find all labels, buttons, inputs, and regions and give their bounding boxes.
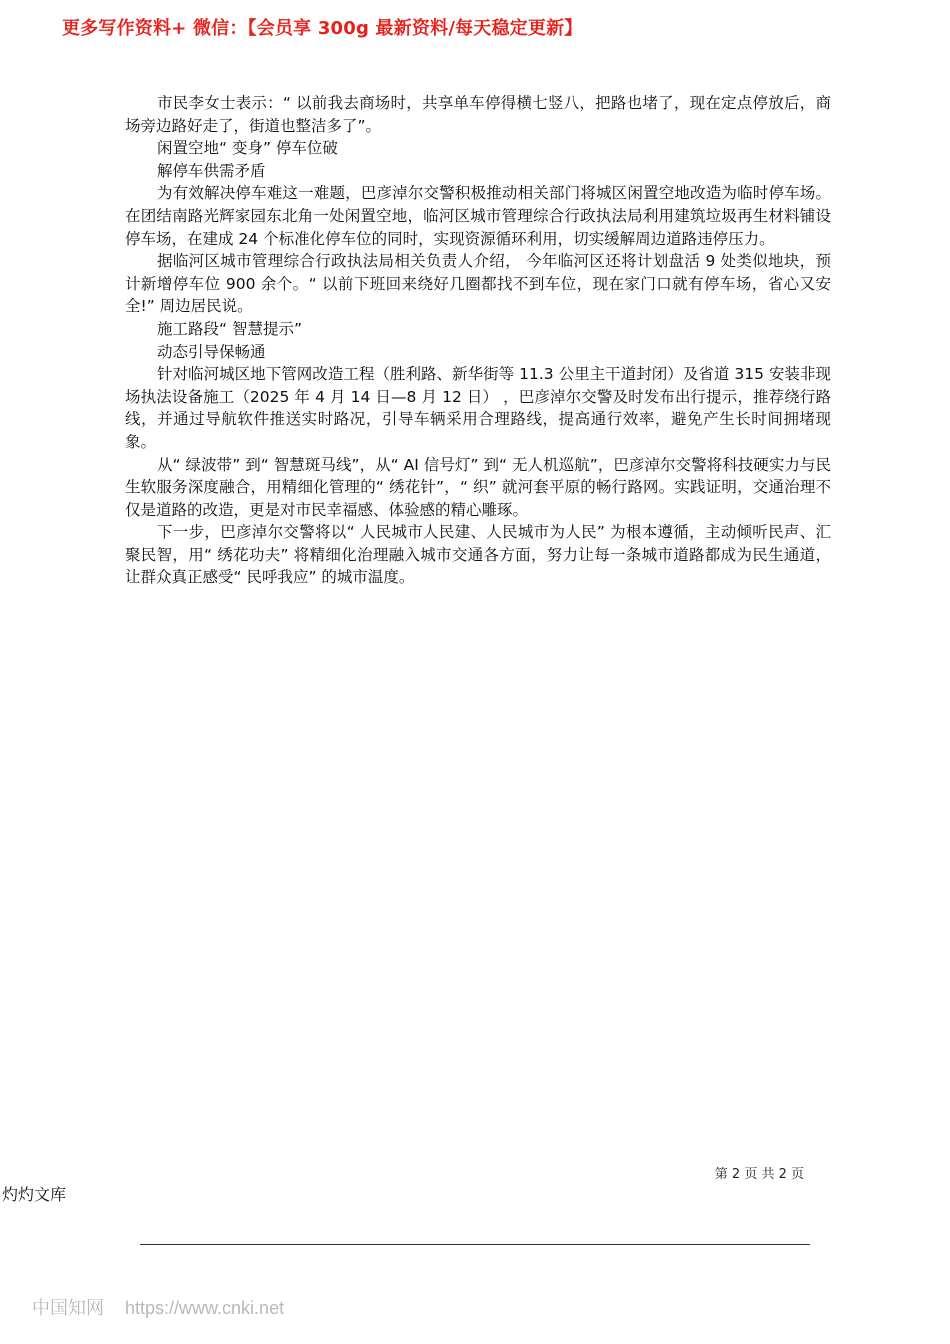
paragraph-new-parking-spaces: 据临河区城市管理综合行政执法局相关负责人介绍， 今年临河区还将计划盘活 9 处类似地块，预计新增停车位 900 余个。“ 以前下班回来绕好几圈都找不到车位，现在家门口就有停车场，省心又安全!” 周边居民说。	[125, 252, 831, 316]
paragraph-pipe-network-works: 针对临河城区地下管网改造工程（胜利路、新华街等 11.3 公里主干道封闭）及省道 315 安装非现场执法设备施工（2025 年 4 月 14 日—8 月 12 日） ，巴彦淖尔交警及时发布出行提示，推荐绕行路线，并通过导航软件推送实时路况，引导车辆采用合理路线，提高通行效率，避免产生长时间拥堵现象。	[125, 365, 831, 451]
watermark-url: https://www.cnki.net	[125, 1298, 285, 1318]
cnki-watermark	[32, 1294, 284, 1320]
page-number: 第 2 页 共 2 页	[714, 1167, 804, 1182]
library-label: 灼灼文库	[2, 1185, 67, 1204]
promo-banner: 更多写作资料+ 微信：【会员享 300g 最新资料/每天稳定更新】	[62, 18, 583, 39]
paragraph-temporary-parking: 为有效解决停车难这一难题，巴彦淖尔交警积极推动相关部门将城区闲置空地改造为临时停车场。在团结南路光辉家园东北角一处闲置空地，临河区城市管理综合行政执法局利用建筑垃圾再生材料铺设停车场，在建成 24 个标准化停车位的同时，实现资源循环利用，切实缓解周边道路违停压力。	[125, 184, 831, 248]
subheading-parking-demand: 解停车供需矛盾	[157, 161, 266, 180]
subheading-dynamic-guidance: 动态引导保畅通	[157, 342, 266, 361]
article-body	[125, 92, 831, 589]
paragraph-smart-traffic: 从“ 绿波带” 到“ 智慧斑马线”，从“ AI 信号灯” 到“ 无人机巡航”，巴彦淖尔交警将科技硬实力与民生软服务深度融合，用精细化管理的“ 绣花针”，“ 织” 就河套平原的畅行路网。实践证明，交通治理不仅是道路的改造，更是对市民幸福感、体验感的精心雕琢。	[125, 455, 831, 519]
subheading-idle-land: 闲置空地“ 变身” 停车位破	[157, 139, 338, 158]
paragraph-next-steps: 下一步，巴彦淖尔交警将以“ 人民城市人民建、人民城市为人民” 为根本遵循，主动倾听民声、汇聚民智，用“ 绣花功夫” 将精细化治理融入城市交通各方面，努力让每一条城市道路都成为民生通道，让群众真正感受“ 民呼我应” 的城市温度。	[125, 523, 831, 587]
subheading-construction-alerts: 施工路段“ 智慧提示”	[157, 319, 302, 338]
paragraph-quote-ms-li: 市民李女士表示：“ 以前我去商场时，共享单车停得横七竖八，把路也堵了，现在定点停放后，商场旁边路好走了，街道也整洁多了”。	[125, 94, 831, 135]
footer-divider	[140, 1244, 810, 1245]
watermark-name: 中国知网	[32, 1298, 104, 1318]
